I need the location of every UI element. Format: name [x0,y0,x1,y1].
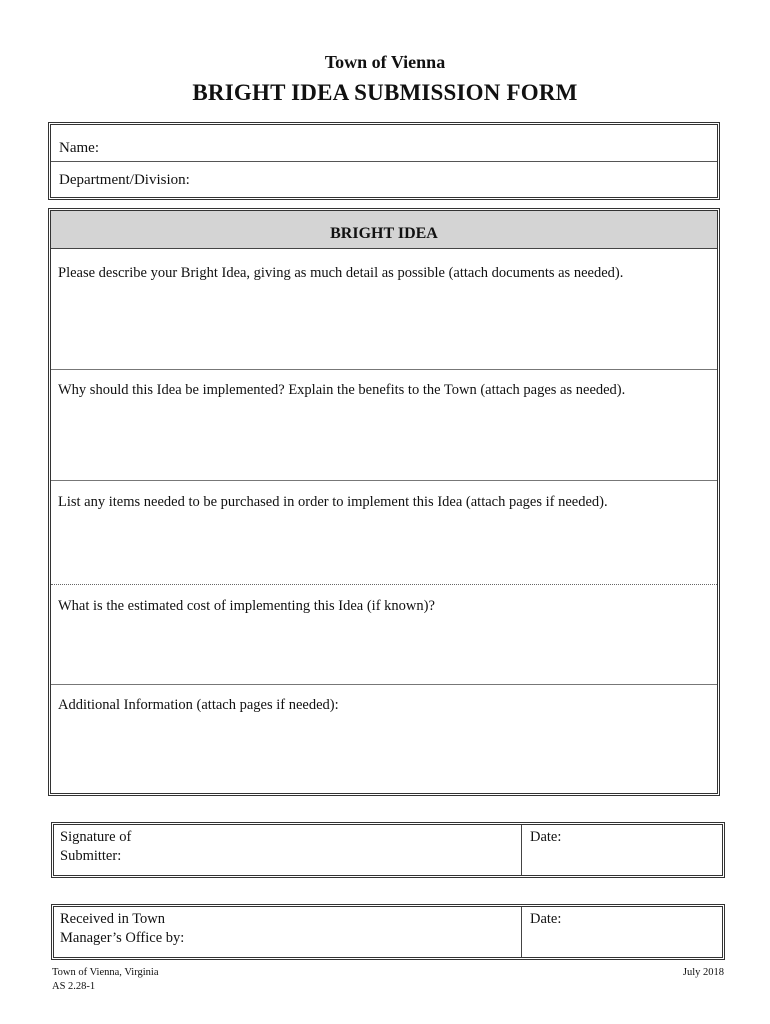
footer-org: Town of Vienna, Virginia [52,967,159,978]
date-label: Date: [530,829,562,845]
additional-info-field[interactable] [51,685,717,793]
submitter-date-field[interactable] [522,825,722,875]
estimated-cost-field[interactable] [51,585,717,685]
name-field[interactable] [51,125,717,162]
bright-idea-section [48,208,720,796]
purchase-items-field[interactable] [51,481,717,585]
section-title: BRIGHT IDEA [51,211,717,249]
submitter-info-box [48,122,720,200]
received-box [51,904,725,960]
signature-label-line2: Submitter: [60,848,122,864]
received-by-field[interactable] [54,907,522,957]
footer-date: July 2018 [682,967,724,978]
received-label-line2: Manager’s Office by: [60,930,185,946]
department-label: Department/Division: [59,172,190,188]
signature-label-line1: Signature of [60,829,132,845]
question-label: List any items needed to be purchased in order to implement this Idea (attach pages if needed). [58,494,608,510]
submitter-signature-box [51,822,725,878]
form-title: BRIGHT IDEA SUBMISSION FORM [192,80,578,105]
question-label: What is the estimated cost of implementing this Idea (if known)? [58,598,435,614]
footer-left [52,966,159,994]
question-label: Additional Information (attach pages if needed): [58,697,339,713]
question-label: Why should this Idea be implemented? Explain the benefits to the Town (attach pages as needed). [58,382,626,398]
submitter-signature-field[interactable] [54,825,522,875]
date-label: Date: [530,911,562,927]
received-label-line1: Received in Town [60,911,166,927]
benefits-field[interactable] [51,370,717,481]
question-label: Please describe your Bright Idea, giving as much detail as possible (attach documents as needed). [58,265,624,281]
org-name: Town of Vienna [324,52,446,72]
footer-form-code: AS 2.28-1 [52,981,96,992]
received-date-field[interactable] [522,907,722,957]
name-label: Name: [59,140,99,156]
idea-description-field[interactable] [51,249,717,370]
department-field[interactable] [51,162,717,197]
